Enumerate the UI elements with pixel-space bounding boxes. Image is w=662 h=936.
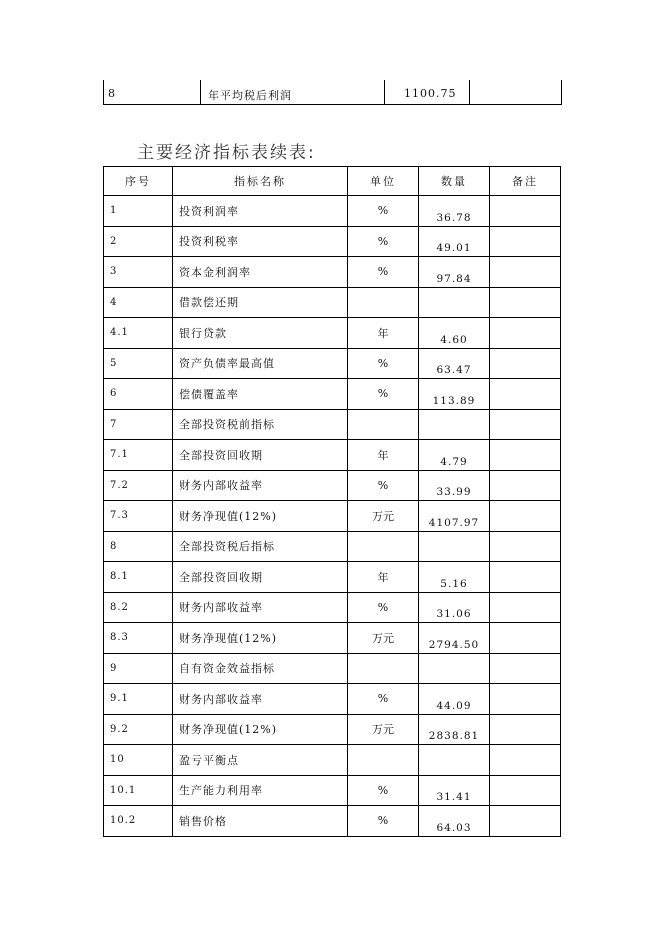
row-name: 投资利税率: [173, 226, 348, 257]
row-remark: [490, 531, 561, 562]
row-remark: [490, 623, 561, 654]
row-name: 财务内部收益率: [173, 470, 348, 501]
row-name: 资产负债率最高值: [173, 348, 348, 379]
table-row: [104, 226, 561, 257]
row-name: 银行贷款: [173, 318, 348, 349]
row-value: [419, 409, 490, 440]
row-unit: 年: [348, 562, 419, 593]
table-row: [104, 409, 561, 440]
row-name: 财务内部收益率: [173, 684, 348, 715]
row-unit: %: [348, 806, 419, 837]
row-value: [419, 653, 490, 684]
table-row: [104, 531, 561, 562]
row-number: 8: [104, 531, 173, 562]
row-value: 31.06: [419, 592, 490, 623]
row-name: 全部投资回收期: [173, 440, 348, 471]
section-heading: 主要经济指标表续表:: [137, 143, 316, 163]
row-unit: %: [348, 684, 419, 715]
row-value: 1100.75: [404, 87, 457, 100]
row-remark: [490, 562, 561, 593]
row-number: 8.3: [104, 623, 173, 654]
row-number: 1: [104, 196, 173, 227]
row-unit: %: [348, 379, 419, 410]
header-remark: 备注: [490, 167, 561, 196]
table-row: [104, 623, 561, 654]
row-remark: [490, 653, 561, 684]
row-number: 8.2: [104, 592, 173, 623]
row-value: [419, 531, 490, 562]
table-row: [104, 775, 561, 806]
row-remark: [490, 806, 561, 837]
row-remark: [490, 745, 561, 776]
row-remark: [490, 196, 561, 227]
row-name: 投资利润率: [173, 196, 348, 227]
row-unit: [348, 653, 419, 684]
table-row: [104, 440, 561, 471]
row-unit: 年: [348, 440, 419, 471]
row-value: 63.47: [419, 348, 490, 379]
row-number: 4.1: [104, 318, 173, 349]
row-unit: 年: [348, 318, 419, 349]
row-value: 4107.97: [419, 501, 490, 532]
table-row: [104, 745, 561, 776]
row-remark: [490, 379, 561, 410]
column-divider: [384, 80, 385, 104]
row-remark: [490, 257, 561, 288]
row-name: 全部投资税前指标: [173, 409, 348, 440]
row-number: 10: [104, 745, 173, 776]
row-unit: %: [348, 348, 419, 379]
row-value: 97.84: [419, 257, 490, 288]
row-remark: [490, 287, 561, 318]
table-row: [104, 470, 561, 501]
row-value: 44.09: [419, 684, 490, 715]
row-number: 8: [108, 87, 116, 100]
table-row: [104, 501, 561, 532]
row-unit: 万元: [348, 501, 419, 532]
row-unit: [348, 531, 419, 562]
row-number: 4: [104, 287, 173, 318]
row-remark: [490, 501, 561, 532]
row-name: 生产能力利用率: [173, 775, 348, 806]
row-name: 盈亏平衡点: [173, 745, 348, 776]
row-number: 5: [104, 348, 173, 379]
row-number: 10.2: [104, 806, 173, 837]
row-name: 偿债覆盖率: [173, 379, 348, 410]
row-unit: 万元: [348, 623, 419, 654]
row-number: 3: [104, 257, 173, 288]
row-unit: %: [348, 470, 419, 501]
row-value: 64.03: [419, 806, 490, 837]
table-row: [104, 287, 561, 318]
column-divider: [200, 80, 201, 104]
row-number: 7.2: [104, 470, 173, 501]
row-value: 36.78: [419, 196, 490, 227]
row-number: 7: [104, 409, 173, 440]
row-remark: [490, 318, 561, 349]
row-name: 借款偿还期: [173, 287, 348, 318]
row-remark: [490, 348, 561, 379]
row-name: 财务内部收益率: [173, 592, 348, 623]
table-row: [104, 196, 561, 227]
header-no: 序号: [104, 167, 173, 196]
row-value: [419, 287, 490, 318]
row-number: 7.3: [104, 501, 173, 532]
row-value: 113.89: [419, 379, 490, 410]
row-number: 7.1: [104, 440, 173, 471]
row-remark: [490, 440, 561, 471]
row-value: 4.79: [419, 440, 490, 471]
header-name: 指标名称: [173, 167, 348, 196]
row-unit: [348, 287, 419, 318]
row-number: 8.1: [104, 562, 173, 593]
row-remark: [490, 775, 561, 806]
row-value: 33.99: [419, 470, 490, 501]
table-row: [104, 653, 561, 684]
row-value: [419, 745, 490, 776]
table-row: [104, 806, 561, 837]
table-row: [104, 379, 561, 410]
row-unit: 万元: [348, 714, 419, 745]
row-number: 6: [104, 379, 173, 410]
row-value: 2838.81: [419, 714, 490, 745]
row-remark: [490, 592, 561, 623]
row-name: 全部投资税后指标: [173, 531, 348, 562]
row-remark: [490, 470, 561, 501]
row-unit: %: [348, 775, 419, 806]
row-number: 9.2: [104, 714, 173, 745]
row-unit: %: [348, 196, 419, 227]
row-name: 自有资金效益指标: [173, 653, 348, 684]
table-row: [104, 318, 561, 349]
row-name: 财务净现值(12%): [173, 623, 348, 654]
row-remark: [490, 714, 561, 745]
row-number: 10.1: [104, 775, 173, 806]
row-number: 9.1: [104, 684, 173, 715]
table-header-row: [104, 167, 561, 196]
row-unit: [348, 745, 419, 776]
row-unit: %: [348, 592, 419, 623]
header-unit: 单位: [348, 167, 419, 196]
row-remark: [490, 684, 561, 715]
table-row: [104, 592, 561, 623]
column-divider: [469, 80, 470, 104]
row-value: 31.41: [419, 775, 490, 806]
row-value: 5.16: [419, 562, 490, 593]
row-name: 销售价格: [173, 806, 348, 837]
table-row: [104, 562, 561, 593]
table-row: [104, 348, 561, 379]
row-unit: [348, 409, 419, 440]
row-name: 资本金利润率: [173, 257, 348, 288]
row-unit: %: [348, 226, 419, 257]
table-row: [104, 257, 561, 288]
row-name: 年平均税后利润: [208, 89, 292, 102]
table-row: [104, 684, 561, 715]
row-name: 财务净现值(12%): [173, 501, 348, 532]
row-name: 财务净现值(12%): [173, 714, 348, 745]
row-remark: [490, 409, 561, 440]
header-value: 数量: [419, 167, 490, 196]
row-name: 全部投资回收期: [173, 562, 348, 593]
row-number: 2: [104, 226, 173, 257]
table-row: [104, 714, 561, 745]
row-value: 4.60: [419, 318, 490, 349]
row-value: 49.01: [419, 226, 490, 257]
row-remark: [490, 226, 561, 257]
row-number: 9: [104, 653, 173, 684]
indicator-table: [103, 166, 561, 837]
row-value: 2794.50: [419, 623, 490, 654]
row-unit: %: [348, 257, 419, 288]
previous-table-last-row: [103, 80, 562, 105]
